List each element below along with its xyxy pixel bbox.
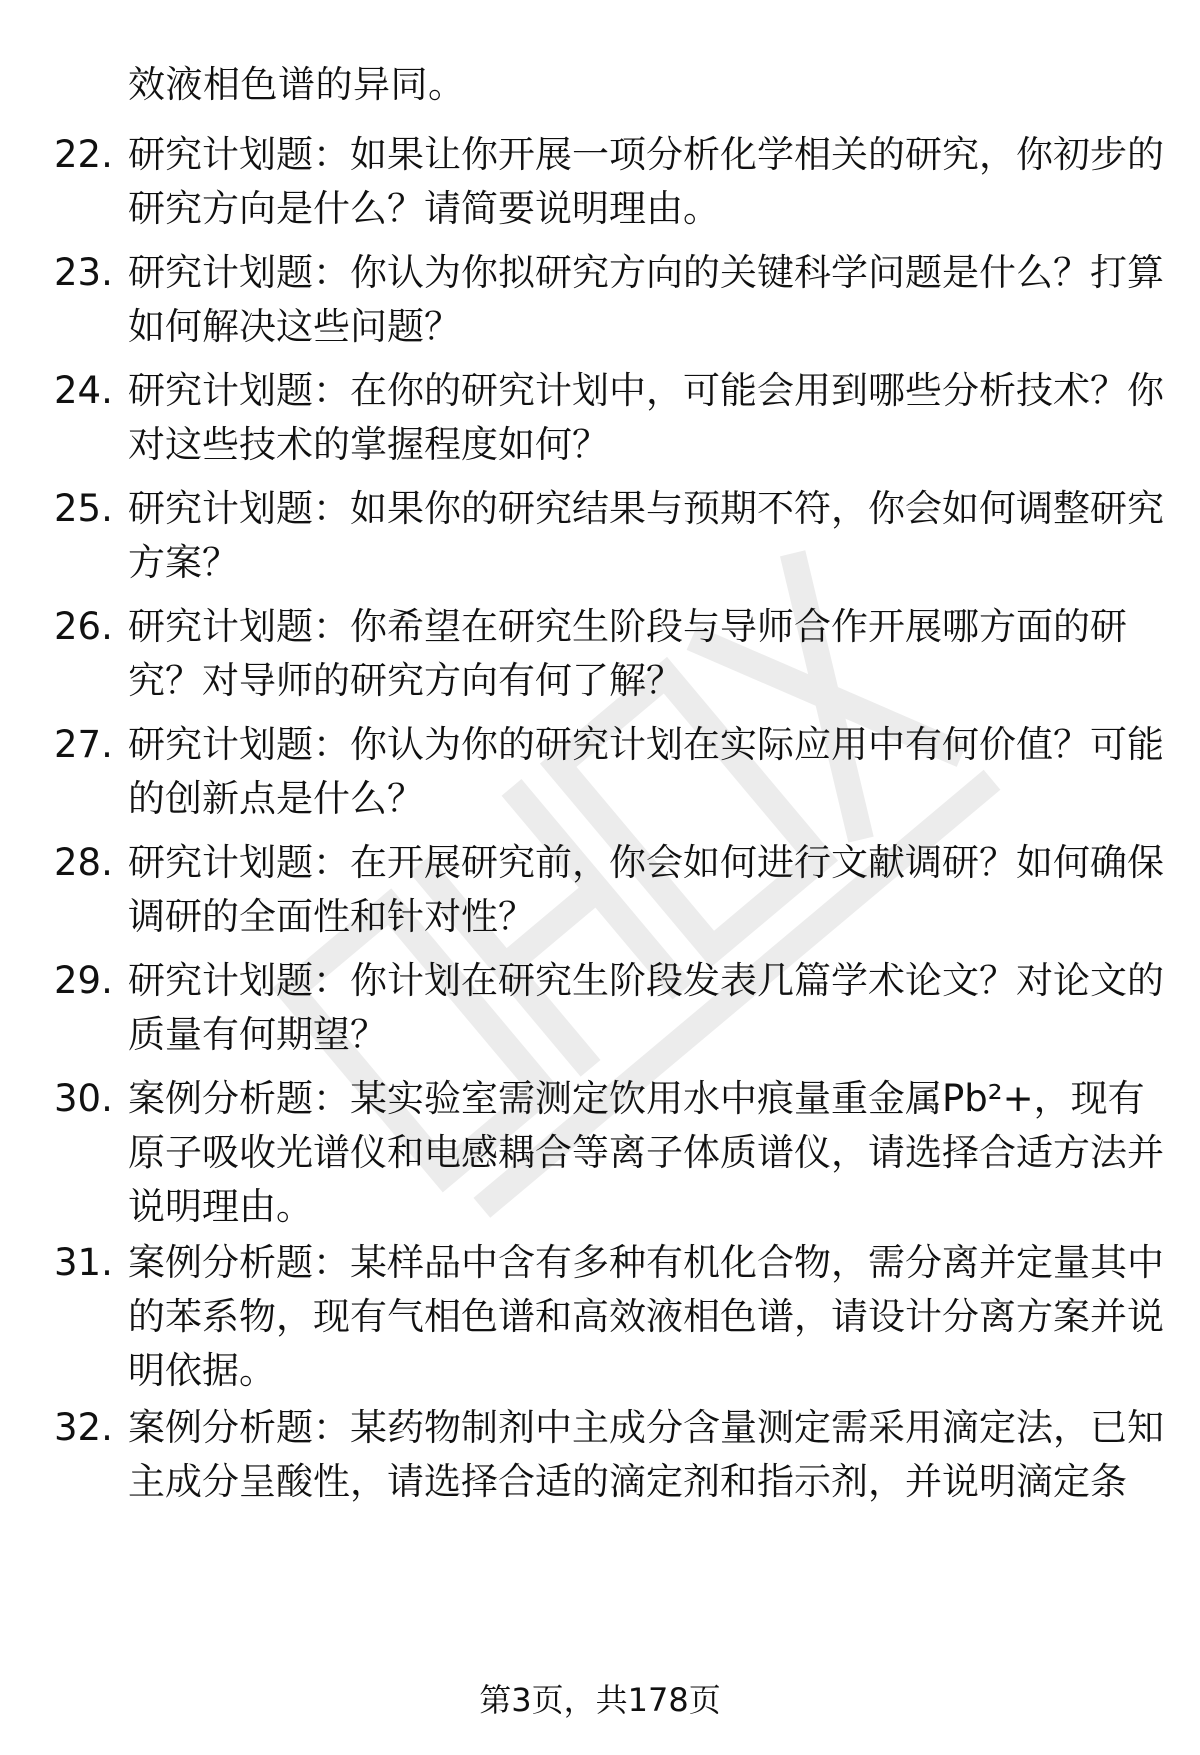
item-number: 29. <box>54 959 113 1002</box>
item-number: 26. <box>54 605 113 648</box>
item-number: 23. <box>54 251 113 294</box>
continuation-text: 效液相色谱的异同。 <box>128 63 466 106</box>
page-footer: 第3页，共178页 <box>479 1681 721 1719</box>
item-number: 32. <box>54 1406 113 1449</box>
item-text: 研究计划题：你认为你拟研究方向的关键科学问题是什么？打算如何解决这些问题？ <box>128 251 1164 348</box>
item-text: 研究计划题：如果让你开展一项分析化学相关的研究，你初步的研究方向是什么？请简要说明理由。 <box>128 133 1164 230</box>
item-number: 31. <box>54 1241 113 1284</box>
item-number: 25. <box>54 487 113 530</box>
item-number: 27. <box>54 723 113 766</box>
item-number: 30. <box>54 1077 113 1120</box>
item-text: 研究计划题：在开展研究前，你会如何进行文献调研？如何确保调研的全面性和针对性？ <box>128 841 1164 938</box>
item-text: 研究计划题：你希望在研究生阶段与导师合作开展哪方面的研究？对导师的研究方向有何了解？ <box>128 605 1127 702</box>
item-text: 研究计划题：你认为你的研究计划在实际应用中有何价值？可能的创新点是什么？ <box>128 723 1164 820</box>
item-text: 研究计划题：如果你的研究结果与预期不符，你会如何调整研究方案？ <box>128 487 1164 584</box>
item-text: 案例分析题：某样品中含有多种有机化合物，需分离并定量其中的苯系物，现有气相色谱和高效液相色谱，请设计分离方案并说明依据。 <box>128 1241 1164 1392</box>
item-text: 研究计划题：你计划在研究生阶段发表几篇学术论文？对论文的质量有何期望？ <box>128 959 1164 1056</box>
item-number: 28. <box>54 841 113 884</box>
item-number: 22. <box>54 133 113 176</box>
item-text: 研究计划题：在你的研究计划中，可能会用到哪些分析技术？你对这些技术的掌握程度如何？ <box>128 369 1164 466</box>
item-text: 案例分析题：某药物制剂中主成分含量测定需采用滴定法，已知主成分呈酸性，请选择合适的滴定剂和指示剂，并说明滴定条 <box>128 1406 1164 1503</box>
item-number: 24. <box>54 369 113 412</box>
item-text: 案例分析题：某实验室需测定饮用水中痕量重金属Pb²+，现有原子吸收光谱仪和电感耦合等离子体质谱仪，请选择合适方法并说明理由。 <box>128 1077 1164 1228</box>
